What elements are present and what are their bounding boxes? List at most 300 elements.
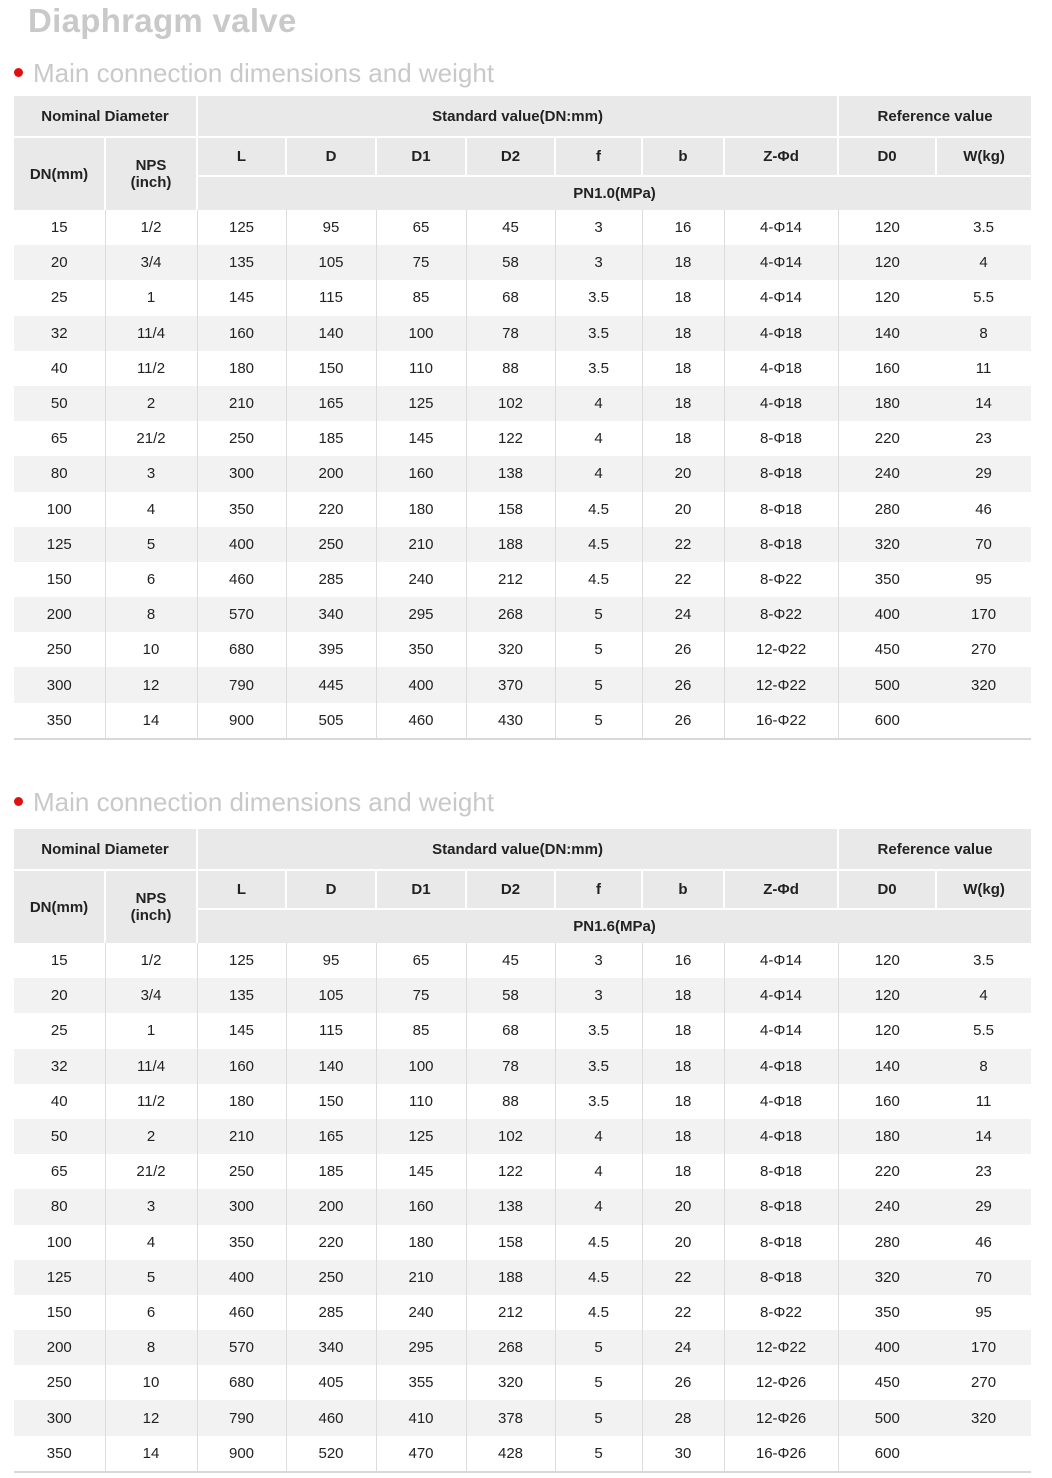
cell-d0: 140 (838, 1049, 936, 1084)
cell-l: 250 (197, 421, 286, 456)
cell-d: 165 (286, 1119, 376, 1154)
cell-d2: 122 (466, 421, 555, 456)
cell-d2: 370 (466, 667, 555, 702)
cell-f: 5 (555, 703, 642, 739)
cell-d0: 120 (838, 245, 936, 280)
cell-l: 400 (197, 527, 286, 562)
header-d2: D2 (466, 137, 555, 176)
cell-dn: 150 (14, 562, 105, 597)
section-heading-text: Main connection dimensions and weight (33, 58, 495, 88)
cell-l: 160 (197, 1049, 286, 1084)
cell-nps: 4 (105, 1225, 197, 1260)
cell-d: 115 (286, 280, 376, 315)
dimension-table-pn16 (14, 829, 1031, 1473)
cell-d1: 85 (376, 280, 466, 315)
header-f: f (555, 870, 642, 909)
cell-d0: 220 (874, 430, 900, 448)
cell-dn: 100 (14, 492, 105, 527)
cell-weight: 4 (936, 978, 1031, 1013)
table-row (14, 210, 1031, 245)
cell-nps: 12 (105, 667, 197, 702)
cell-b: 30 (642, 1436, 724, 1472)
cell-l: 460 (197, 562, 286, 597)
table-row (14, 527, 1031, 562)
cell-nps: 1/2 (105, 943, 197, 978)
cell-dn: 50 (14, 1119, 105, 1154)
cell-f: 3 (555, 245, 642, 280)
cell-f: 4 (555, 1154, 642, 1189)
cell-l: 250 (197, 1154, 286, 1189)
cell-z-phi-d: 4-Φ18 (724, 386, 838, 421)
cell-z-phi-d: 12-Φ22 (724, 1330, 838, 1365)
header-nps: NPS (inch) (105, 870, 197, 943)
cell-dn: 300 (14, 1400, 105, 1435)
cell-nps: 21/2 (105, 421, 197, 456)
cell-f: 3.5 (555, 280, 642, 315)
header-z-phi-d: Z-Φd (724, 870, 838, 909)
cell-dn: 80 (14, 456, 105, 491)
cell-f: 5 (555, 1330, 642, 1365)
cell-weight: 70 (936, 527, 1031, 562)
cell-d1: 125 (376, 1119, 466, 1154)
table-row (14, 1225, 1031, 1260)
cell-f: 3.5 (555, 351, 642, 386)
cell-d: 140 (286, 316, 376, 351)
cell-d0: 350 (874, 1303, 900, 1321)
cell-d0: 220 (874, 1163, 900, 1181)
cell-z-phi-d: 16-Φ26 (724, 1436, 838, 1472)
cell-d2: 430 (466, 703, 555, 739)
cell-d1: 240 (376, 1295, 466, 1330)
table-row (14, 1436, 1031, 1472)
cell-dn: 32 (14, 1049, 105, 1084)
cell-b: 18 (642, 1154, 724, 1189)
cell-b: 18 (642, 245, 724, 280)
cell-dn: 15 (14, 943, 105, 978)
table-row (14, 1330, 1031, 1365)
cell-d2: 212 (466, 1295, 555, 1330)
cell-f: 3.5 (555, 316, 642, 351)
cell-dn: 20 (14, 978, 105, 1013)
cell-dn: 125 (14, 1260, 105, 1295)
cell-d2: 78 (466, 1049, 555, 1084)
header-nps: NPS (inch) (105, 137, 197, 210)
cell-dn: 125 (14, 527, 105, 562)
cell-nps: 8 (105, 597, 197, 632)
cell-f: 3 (555, 978, 642, 1013)
cell-b: 18 (642, 351, 724, 386)
table-row (14, 421, 1031, 456)
cell-dn: 250 (14, 632, 105, 667)
cell-d1: 100 (376, 316, 466, 351)
cell-d: 150 (286, 1084, 376, 1119)
cell-d1: 470 (376, 1436, 466, 1472)
cell-d2: 188 (466, 527, 555, 562)
cell-d0: 240 (838, 1189, 936, 1224)
cell-b: 18 (642, 386, 724, 421)
header-pressure-class: PN1.6(MPa) (197, 909, 1031, 943)
cell-b: 22 (642, 562, 724, 597)
table-row (14, 1013, 1031, 1048)
cell-b: 20 (642, 492, 724, 527)
table-row (14, 562, 1031, 597)
cell-f: 5 (555, 1400, 642, 1435)
cell-d0: 320 (838, 527, 936, 562)
cell-z-phi-d: 4-Φ14 (724, 943, 838, 978)
cell-d0: 500 (838, 1400, 936, 1435)
table-row (14, 1119, 1031, 1154)
cell-f: 4.5 (555, 527, 642, 562)
cell-d: 520 (286, 1436, 376, 1472)
cell-l: 210 (197, 1119, 286, 1154)
cell-b: 22 (642, 1260, 724, 1295)
cell-d1: 240 (376, 562, 466, 597)
header-dn: DN(mm) (14, 137, 105, 210)
cell-weight: 3.5 (973, 219, 994, 237)
cell-f: 4.5 (555, 562, 642, 597)
cell-nps: 10 (105, 632, 197, 667)
cell-f: 3.5 (555, 1084, 642, 1119)
cell-b: 18 (642, 978, 724, 1013)
cell-d2: 58 (466, 245, 555, 280)
cell-d1: 180 (376, 1225, 466, 1260)
cell-weight (936, 703, 1031, 739)
cell-nps: 5 (105, 527, 197, 562)
cell-dn: 65 (14, 421, 105, 456)
cell-weight: 4 (936, 245, 1031, 280)
cell-d: 140 (286, 1049, 376, 1084)
cell-b: 22 (642, 527, 724, 562)
table-row (14, 456, 1031, 491)
cell-f: 3.5 (555, 1049, 642, 1084)
cell-dn: 150 (14, 1295, 105, 1330)
table-row (14, 597, 1031, 632)
header-b: b (642, 870, 724, 909)
cell-dn: 350 (14, 703, 105, 739)
header-reference-value: Reference value (838, 829, 1031, 870)
cell-weight: 95 (975, 1303, 992, 1321)
cell-d0: 160 (874, 359, 900, 377)
cell-l: 210 (197, 386, 286, 421)
cell-d: 165 (286, 386, 376, 421)
cell-f: 5 (555, 632, 642, 667)
cell-nps: 11/2 (105, 351, 197, 386)
cell-nps: 21/2 (105, 1154, 197, 1189)
cell-z-phi-d: 4-Φ14 (724, 245, 838, 280)
cell-dn: 350 (14, 1436, 105, 1472)
cell-b: 26 (642, 1365, 724, 1400)
cell-dn: 40 (14, 1084, 105, 1119)
header-weight: W(kg) (936, 137, 1031, 176)
cell-weight: 5.5 (973, 1022, 994, 1040)
cell-b: 24 (642, 1330, 724, 1365)
cell-nps: 11/4 (105, 1049, 197, 1084)
cell-weight: 23 (975, 1163, 992, 1181)
cell-f: 4.5 (555, 1260, 642, 1295)
cell-l: 570 (197, 1330, 286, 1365)
cell-b: 16 (642, 210, 724, 245)
cell-d: 405 (286, 1365, 376, 1400)
cell-weight: 95 (975, 570, 992, 588)
cell-b: 26 (642, 703, 724, 739)
cell-z-phi-d: 4-Φ18 (724, 1119, 838, 1154)
cell-weight: 170 (936, 1330, 1031, 1365)
cell-z-phi-d: 8-Φ18 (724, 421, 838, 456)
cell-d0: 180 (838, 386, 936, 421)
cell-d1: 125 (376, 386, 466, 421)
cell-dn: 80 (14, 1189, 105, 1224)
cell-d1: 295 (376, 597, 466, 632)
cell-d1: 65 (376, 943, 466, 978)
cell-z-phi-d: 8-Φ18 (724, 456, 838, 491)
cell-l: 125 (197, 943, 286, 978)
cell-d2: 45 (466, 943, 555, 978)
cell-d2: 102 (466, 1119, 555, 1154)
cell-d2: 188 (466, 1260, 555, 1295)
header-z-phi-d: Z-Φd (724, 137, 838, 176)
cell-f: 5 (555, 1436, 642, 1472)
cell-nps: 11/4 (105, 316, 197, 351)
cell-d: 105 (286, 245, 376, 280)
header-l: L (197, 137, 286, 176)
table-row (14, 492, 1031, 527)
cell-b: 18 (642, 1119, 724, 1154)
cell-z-phi-d: 8-Φ18 (724, 1154, 838, 1189)
cell-d: 200 (286, 456, 376, 491)
cell-d0: 400 (838, 1330, 936, 1365)
cell-nps: 6 (105, 1295, 197, 1330)
cell-d: 95 (286, 210, 376, 245)
cell-dn: 100 (14, 1225, 105, 1260)
cell-f: 4 (555, 421, 642, 456)
cell-weight: 170 (936, 597, 1031, 632)
table-row (14, 667, 1031, 702)
cell-d0: 350 (874, 570, 900, 588)
cell-d: 285 (286, 1295, 376, 1330)
cell-weight: 11 (975, 1092, 992, 1110)
cell-nps: 3 (105, 456, 197, 491)
cell-d2: 428 (466, 1436, 555, 1472)
cell-weight: 320 (936, 667, 1031, 702)
header-d2: D2 (466, 870, 555, 909)
cell-d1: 400 (376, 667, 466, 702)
cell-d1: 355 (376, 1365, 466, 1400)
cell-l: 125 (197, 210, 286, 245)
cell-z-phi-d: 8-Φ18 (724, 1225, 838, 1260)
cell-d1: 65 (376, 210, 466, 245)
cell-nps: 3 (105, 1189, 197, 1224)
header-d1: D1 (376, 870, 466, 909)
header-weight: W(kg) (936, 870, 1031, 909)
cell-d1: 350 (376, 632, 466, 667)
cell-weight: 8 (936, 316, 1031, 351)
header-d0: D0 (838, 870, 936, 909)
table-row (14, 1189, 1031, 1224)
cell-b: 18 (642, 1084, 724, 1119)
section-heading-pn10 (14, 58, 494, 89)
cell-f: 4 (555, 456, 642, 491)
header-b: b (642, 137, 724, 176)
cell-b: 20 (642, 456, 724, 491)
header-nominal-diameter: Nominal Diameter (14, 96, 197, 137)
cell-d2: 88 (466, 351, 555, 386)
cell-b: 16 (642, 943, 724, 978)
cell-d1: 85 (376, 1013, 466, 1048)
cell-d0: 600 (838, 1436, 936, 1472)
cell-d0: 120 (874, 1022, 900, 1040)
cell-f: 5 (555, 1365, 642, 1400)
cell-f: 4 (555, 386, 642, 421)
cell-z-phi-d: 4-Φ18 (724, 351, 838, 386)
cell-f: 5 (555, 667, 642, 702)
cell-d: 250 (286, 527, 376, 562)
cell-d2: 320 (466, 1365, 555, 1400)
cell-d: 220 (286, 492, 376, 527)
cell-l: 900 (197, 703, 286, 739)
table-row (14, 316, 1031, 351)
header-standard-value: Standard value(DN:mm) (197, 829, 838, 870)
cell-d2: 138 (466, 456, 555, 491)
cell-nps: 1 (105, 280, 197, 315)
cell-d0: 120 (874, 219, 900, 237)
cell-weight: 46 (975, 1233, 992, 1251)
cell-l: 570 (197, 597, 286, 632)
cell-d: 505 (286, 703, 376, 739)
red-bullet-icon (14, 68, 23, 77)
cell-weight: 320 (936, 1400, 1031, 1435)
cell-d: 460 (286, 1400, 376, 1435)
cell-d: 395 (286, 632, 376, 667)
cell-z-phi-d: 8-Φ18 (724, 527, 838, 562)
cell-z-phi-d: 4-Φ14 (724, 210, 838, 245)
cell-f: 3 (555, 943, 642, 978)
cell-z-phi-d: 4-Φ14 (724, 280, 838, 315)
cell-z-phi-d: 4-Φ18 (724, 316, 838, 351)
section-heading-pn16 (14, 787, 494, 818)
table-row (14, 1154, 1031, 1189)
cell-nps: 3/4 (105, 978, 197, 1013)
cell-weight: 14 (936, 1119, 1031, 1154)
cell-f: 4 (555, 1119, 642, 1154)
cell-dn: 25 (14, 280, 105, 315)
table-row (14, 280, 1031, 315)
cell-d1: 210 (376, 527, 466, 562)
cell-d0: 400 (838, 597, 936, 632)
cell-z-phi-d: 8-Φ18 (724, 492, 838, 527)
cell-weight: 8 (936, 1049, 1031, 1084)
cell-d0: 140 (838, 316, 936, 351)
cell-d2: 58 (466, 978, 555, 1013)
cell-b: 28 (642, 1400, 724, 1435)
cell-d1: 100 (376, 1049, 466, 1084)
cell-d0: 450 (874, 1374, 900, 1392)
cell-d: 220 (286, 1225, 376, 1260)
cell-l: 900 (197, 1436, 286, 1472)
cell-d2: 102 (466, 386, 555, 421)
cell-b: 18 (642, 1049, 724, 1084)
cell-z-phi-d: 8-Φ22 (724, 597, 838, 632)
cell-d: 340 (286, 1330, 376, 1365)
cell-z-phi-d: 4-Φ14 (724, 978, 838, 1013)
table-row (14, 703, 1031, 739)
cell-b: 26 (642, 632, 724, 667)
cell-d2: 45 (466, 210, 555, 245)
cell-f: 4.5 (555, 1225, 642, 1260)
cell-nps: 4 (105, 492, 197, 527)
cell-d0: 240 (838, 456, 936, 491)
cell-l: 400 (197, 1260, 286, 1295)
cell-nps: 8 (105, 1330, 197, 1365)
cell-d2: 78 (466, 316, 555, 351)
cell-d0: 160 (874, 1092, 900, 1110)
cell-d2: 268 (466, 1330, 555, 1365)
header-nominal-diameter: Nominal Diameter (14, 829, 197, 870)
cell-z-phi-d: 12-Φ26 (724, 1400, 838, 1435)
cell-f: 4.5 (555, 1295, 642, 1330)
page-title: Diaphragm valve (28, 2, 297, 39)
cell-d1: 210 (376, 1260, 466, 1295)
header-dn: DN(mm) (14, 870, 105, 943)
cell-b: 22 (642, 1295, 724, 1330)
cell-nps: 10 (105, 1365, 197, 1400)
cell-d1: 160 (376, 456, 466, 491)
cell-weight: 46 (975, 500, 992, 518)
cell-weight: 270 (971, 641, 997, 659)
cell-nps: 2 (105, 386, 197, 421)
cell-d2: 268 (466, 597, 555, 632)
cell-dn: 20 (14, 245, 105, 280)
header-d1: D1 (376, 137, 466, 176)
cell-d2: 158 (466, 492, 555, 527)
cell-d1: 75 (376, 245, 466, 280)
cell-f: 5 (555, 597, 642, 632)
header-d: D (286, 870, 376, 909)
cell-d1: 460 (376, 703, 466, 739)
table-row (14, 1295, 1031, 1330)
cell-weight: 11 (975, 359, 992, 377)
cell-d0: 120 (838, 978, 936, 1013)
cell-b: 20 (642, 1189, 724, 1224)
cell-d1: 110 (376, 351, 466, 386)
cell-dn: 200 (14, 1330, 105, 1365)
cell-d: 150 (286, 351, 376, 386)
cell-l: 790 (197, 1400, 286, 1435)
cell-nps: 14 (105, 1436, 197, 1472)
cell-d: 340 (286, 597, 376, 632)
cell-l: 180 (197, 1084, 286, 1119)
cell-d: 285 (286, 562, 376, 597)
cell-d0: 500 (838, 667, 936, 702)
cell-dn: 65 (14, 1154, 105, 1189)
cell-nps: 5 (105, 1260, 197, 1295)
cell-d0: 600 (838, 703, 936, 739)
header-reference-value: Reference value (838, 96, 1031, 137)
table-row (14, 245, 1031, 280)
cell-dn: 40 (14, 351, 105, 386)
cell-d2: 138 (466, 1189, 555, 1224)
cell-z-phi-d: 8-Φ18 (724, 1189, 838, 1224)
cell-d: 185 (286, 421, 376, 456)
cell-weight: 70 (936, 1260, 1031, 1295)
cell-d0: 450 (874, 641, 900, 659)
table-row (14, 1084, 1031, 1119)
cell-d: 95 (286, 943, 376, 978)
cell-l: 680 (197, 632, 286, 667)
section-heading-text: Main connection dimensions and weight (33, 787, 495, 817)
cell-d0: 120 (874, 289, 900, 307)
cell-d2: 68 (466, 280, 555, 315)
cell-l: 145 (197, 1013, 286, 1048)
